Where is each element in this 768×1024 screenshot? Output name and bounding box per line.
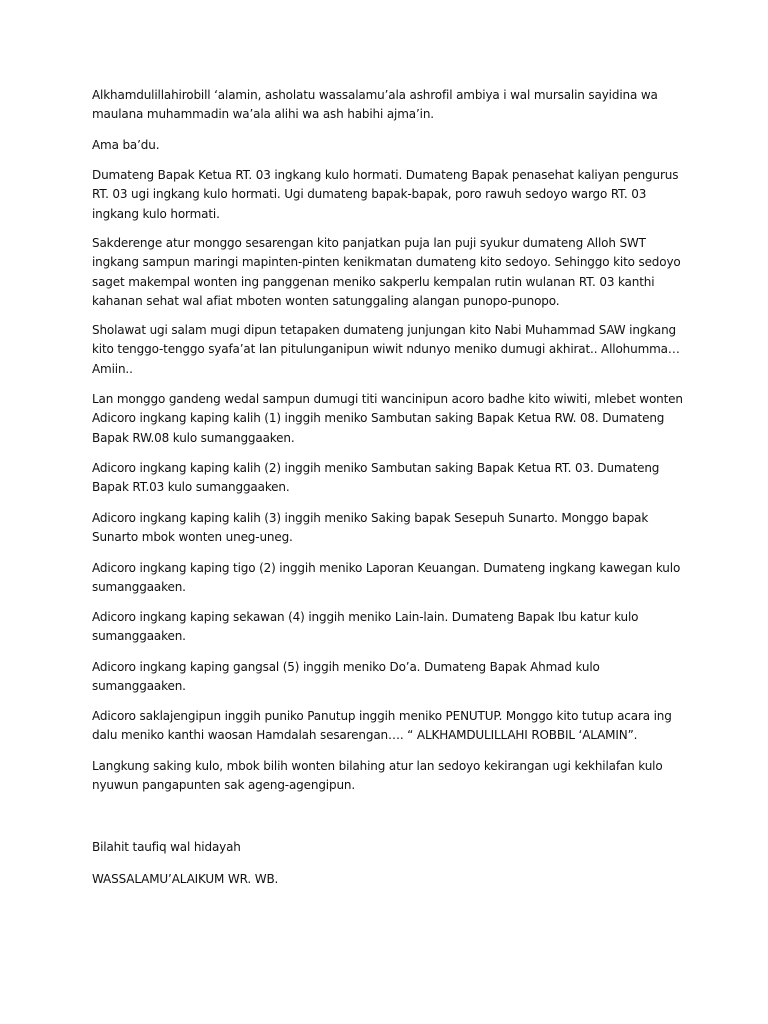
agenda-item-3-paragraph: Adicoro ingkang kaping kalih (3) inggih meniko Saking bapak Sesepuh Sunarto. Monggo bapak Sunarto mbok wonten uneg-uneg. (92, 511, 649, 545)
greeting-paragraph: Dumateng Bapak Ketua RT. 03 ingkang kulo hormati. Dumateng Bapak penasehat kaliyan pengurus RT. 03 ugi ingkang kulo hormati. Ugi dumateng bapak-bapak, poro rawuh sedoyo wargo RT. 03 ingkang kulo hormati. (92, 168, 679, 221)
agenda-item-2-paragraph: Adicoro ingkang kaping kalih (2) inggih meniko Sambutan saking Bapak Ketua RT. 03. Dumateng Bapak RT.03 kulo sumanggaaken. (92, 461, 660, 495)
closing-agenda-paragraph: Adicoro saklajengipun inggih puniko Panutup inggih meniko PENUTUP. Monggo kito tutup acara ing dalu meniko kanthi waosan Hamdalah sesarengan…. “ ALKHAMDULILLAHI ROBBIL ‘ALAMIN”. (92, 709, 672, 743)
agenda-item-5-paragraph: Adicoro ingkang kaping sekawan (4) inggih meniko Lain-lain. Dumateng Bapak Ibu katur kulo sumanggaaken. (92, 610, 639, 644)
agenda-item-4-paragraph: Adicoro ingkang kaping tigo (2) inggih meniko Laporan Keuangan. Dumateng ingkang kawegan kulo sumanggaaken. (92, 561, 681, 595)
sholawat-paragraph: Sholawat ugi salam mugi dipun tetapaken dumateng junjungan kito Nabi Muhammad SAW ingkang kito tenggo-tenggo syafa’at lan pitulunganipun wiwit ndunyo meniko dumugi akhirat.. Allohumma… Amiin.. (92, 323, 680, 376)
apology-paragraph: Langkung saking kulo, mbok bilih wonten bilahing atur lan sedoyo kekirangan ugi kekhilafan kulo nyuwun pangapunten sak ageng-agengipun. (92, 759, 663, 793)
gratitude-paragraph: Sakderenge atur monggo sesarengan kito panjatkan puja lan puji syukur dumateng Alloh SWT ingkang sampun maringi mapinten-pinten kenikmatan dumateng kito sedoyo. Sehinggo kito sedoyo saget makempal wonten ing panggenan meniko sakperlu kempalan rutin wulanan RT. 03 kanthi kahanan sehat wal afiat mboten wonten satunggaling alangan punopo-punopo. (92, 236, 681, 309)
bilahit-taufiq-line: Bilahit taufiq wal hidayah (92, 840, 241, 854)
agenda-item-1-paragraph: Lan monggo gandeng wedal sampun dumugi titi wancinipun acoro badhe kito wiwiti, mlebet wonten Adicoro ingkang kaping kalih (1) inggih meniko Sambutan saking Bapak Ketua RW. 08. Dumateng Bapak RW.08 kulo sumanggaaken. (92, 392, 683, 445)
agenda-item-6-paragraph: Adicoro ingkang kaping gangsal (5) inggih meniko Do’a. Dumateng Bapak Ahmad kulo sumanggaaken. (92, 660, 600, 694)
ama-badu-line: Ama ba’du. (92, 138, 160, 152)
opening-paragraph: Alkhamdulillahirobill ‘alamin, asholatu wassalamu’ala ashrofil ambiya i wal mursalin sayidina wa maulana muhammadin wa’ala alihi wa ash habihi ajma’in. (92, 88, 658, 122)
wassalamualaikum-line: WASSALAMU’ALAIKUM WR. WB. (92, 872, 279, 886)
